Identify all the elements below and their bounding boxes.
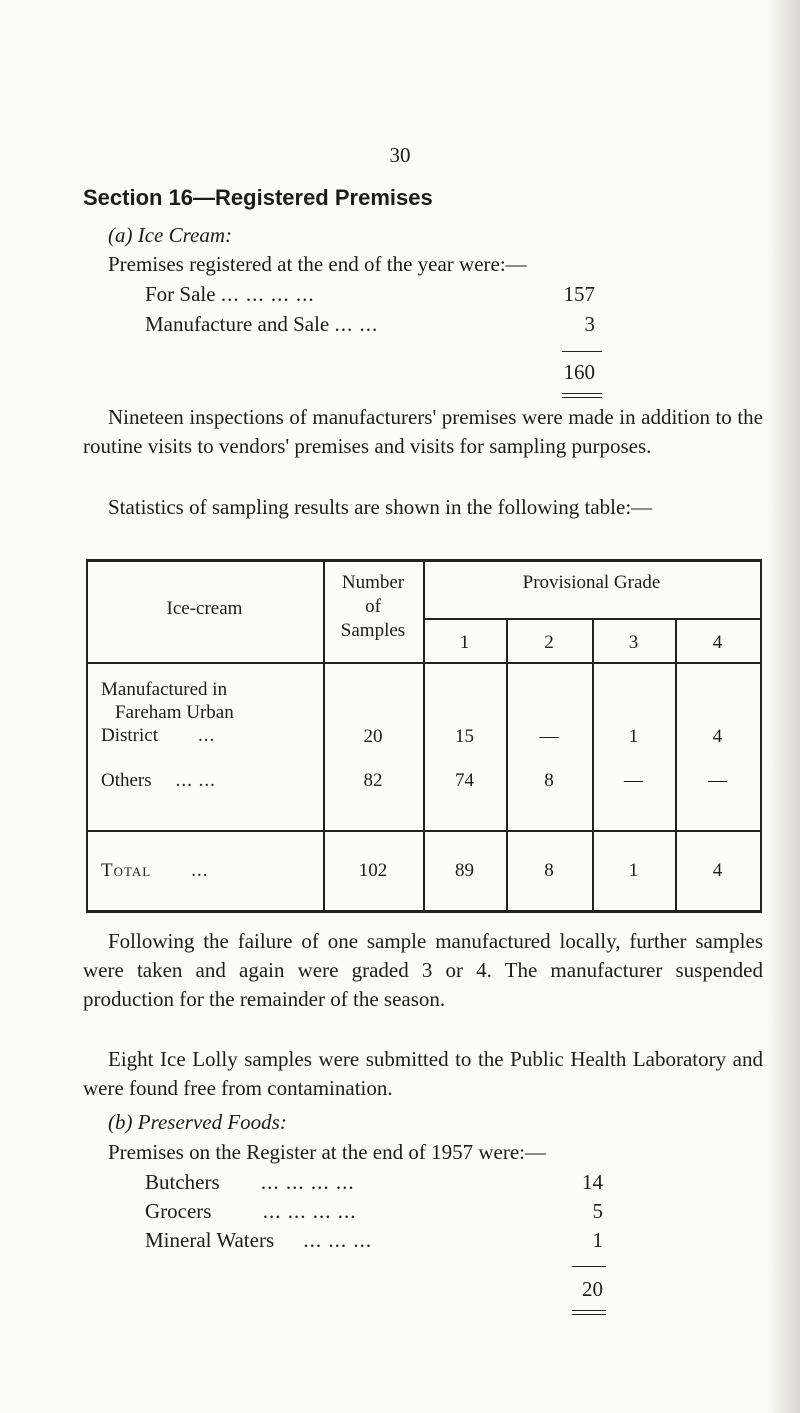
table-cell: 1 <box>628 860 639 881</box>
list-item <box>145 312 378 337</box>
table-top-border <box>86 559 762 562</box>
grade-subheader-line <box>423 618 760 620</box>
col-header-ice-cream: Ice-cream <box>166 598 243 619</box>
leader-dots: ... <box>198 725 216 746</box>
row-label-line <box>101 724 234 747</box>
leader-dots: ... ... ... ... <box>262 1199 357 1223</box>
list-item <box>145 282 315 307</box>
sum-rule <box>572 1266 606 1267</box>
header-line: Number <box>341 572 405 593</box>
list-item-label: Manufacture and Sale <box>145 312 330 336</box>
table-total-label <box>101 860 208 882</box>
list-item-label: Butchers <box>145 1170 220 1194</box>
paragraph-failure: Following the failure of one sample manufactured locally, further samples were taken and again were graded 3 or 4. The manufacturer suspended production for the remainder of the season. <box>83 929 763 1011</box>
ice-cream-intro: Premises registered at the end of the year were:— <box>108 252 527 276</box>
list-item-label: Mineral Waters <box>145 1228 275 1252</box>
col-header-provisional-grade: Provisional Grade <box>522 572 661 593</box>
table-cell: 8 <box>544 770 554 791</box>
paragraph-inspections: Nineteen inspections of manufacturers' premises were made in addition to the routine visits to vendors' premises and visits for sampling purposes. <box>83 405 763 458</box>
table-bottom-border <box>86 910 762 913</box>
leader-dots: ... ... ... ... <box>220 282 315 306</box>
preserved-foods-total: 20 <box>582 1277 603 1301</box>
ice-cream-total: 160 <box>563 360 595 384</box>
table-row-label <box>101 678 234 747</box>
list-item <box>145 1228 372 1253</box>
page-edge-shadow <box>766 0 800 1413</box>
table-cell: 1 <box>628 726 639 747</box>
leader-dots: ... <box>191 860 209 881</box>
double-rule <box>572 1310 606 1315</box>
double-rule <box>562 393 602 398</box>
header-bottom-line <box>86 662 762 664</box>
table-cell: 89 <box>455 860 474 881</box>
table-row-label <box>101 770 216 792</box>
paragraph-ice-lolly: Eight Ice Lolly samples were submitted to the Public Health Laboratory and were found free from contamination. <box>83 1047 763 1100</box>
table-cell: 102 <box>358 860 388 881</box>
row-label-line: Manufactured in <box>101 679 228 700</box>
total-label-text: Total <box>101 860 152 881</box>
section-title: Section 16—Registered Premises <box>83 185 433 210</box>
leader-dots: ... ... <box>175 770 216 791</box>
grade-header-2: 2 <box>544 632 554 653</box>
sum-rule <box>562 351 602 352</box>
list-item <box>145 1170 355 1195</box>
table-cell: 4 <box>712 726 723 747</box>
list-item-value: 5 <box>592 1199 603 1223</box>
table-cell: — <box>708 770 727 791</box>
table-cell: 15 <box>455 726 474 747</box>
grade-header-1: 1 <box>459 632 470 653</box>
leader-dots: ... ... ... <box>303 1228 373 1252</box>
table-cell: 74 <box>455 770 474 791</box>
grade-header-3: 3 <box>628 632 639 653</box>
row-label-line: Fareham Urban <box>115 702 234 723</box>
leader-dots: ... ... ... ... <box>260 1170 355 1194</box>
leader-dots: ... ... <box>334 312 379 336</box>
preserved-foods-intro: Premises on the Register at the end of 1957 were:— <box>108 1140 546 1164</box>
grade-header-4: 4 <box>712 632 723 653</box>
list-item-value: 157 <box>563 282 595 306</box>
header-line: Samples <box>340 620 406 641</box>
list-item-label: Grocers <box>145 1199 212 1223</box>
list-item-value: 14 <box>582 1170 603 1194</box>
table-cell: — <box>539 726 559 747</box>
page-number: 30 <box>389 143 411 167</box>
table-cell: 82 <box>363 770 383 791</box>
list-item <box>145 1199 356 1224</box>
col-header-samples <box>323 571 423 643</box>
row-label-text: Others <box>101 770 152 791</box>
paragraph-statistics: Statistics of sampling results are shown in the following table:— <box>108 495 653 519</box>
ice-cream-heading: (a) Ice Cream: <box>108 223 233 247</box>
table-cell: 20 <box>363 726 383 747</box>
table-cell: 4 <box>712 860 723 881</box>
preserved-foods-heading: (b) Preserved Foods: <box>108 1110 287 1134</box>
row-label-text: District <box>101 725 158 746</box>
table-right-border <box>760 559 762 913</box>
list-item-label: For Sale <box>145 282 216 306</box>
total-row-line <box>86 830 762 832</box>
list-item-value: 3 <box>584 312 595 336</box>
list-item-value: 1 <box>592 1228 603 1252</box>
header-line: of <box>365 596 381 617</box>
table-cell: 8 <box>544 860 554 881</box>
table-cell: — <box>624 770 643 791</box>
